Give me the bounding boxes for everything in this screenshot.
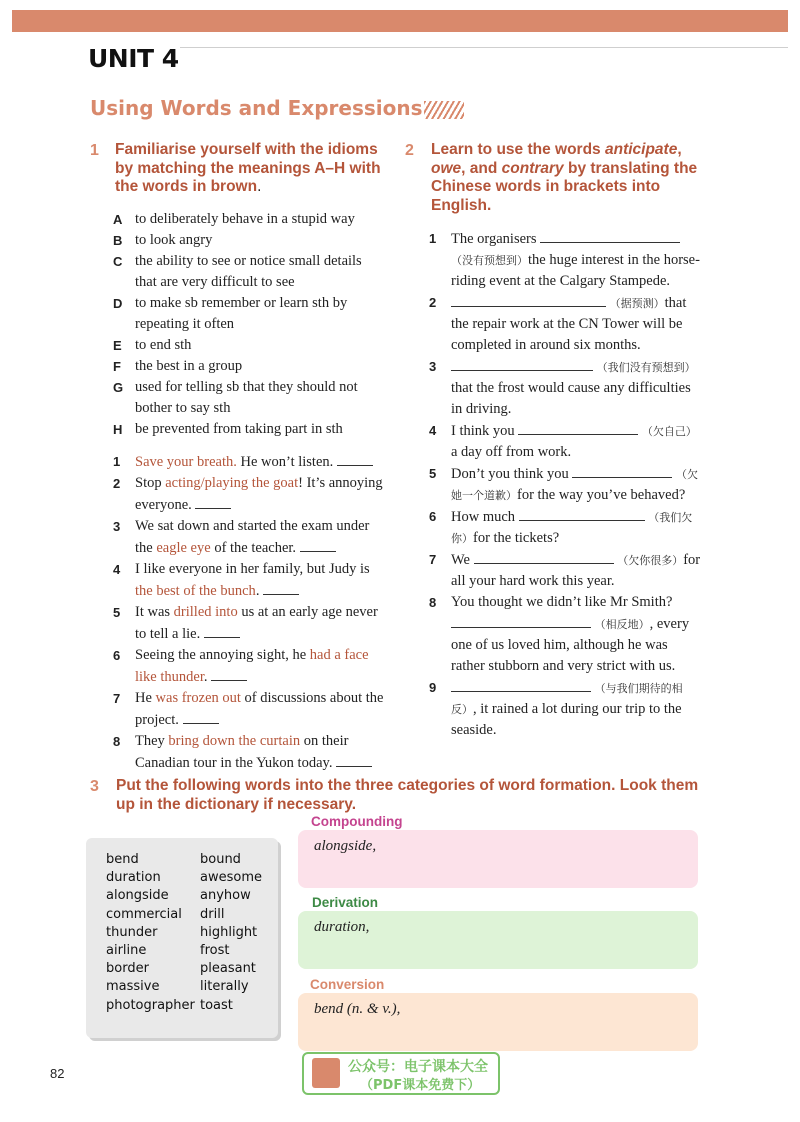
translation-item: 2 （据预测）that the repair work at the CN Tower will be completed in around six months. <box>429 292 701 356</box>
sentence-item: 2 Stop acting/playing the goat! It’s annoying everyone. <box>113 475 383 513</box>
meaning-item: D to make sb remember or learn sth by repeating it often <box>113 295 348 332</box>
word-item: airline <box>106 943 147 959</box>
meaning-item: B to look angry <box>113 232 213 248</box>
category-label-conversion: Conversion <box>310 977 385 992</box>
word-item: anyhow <box>200 888 251 904</box>
q3-heading: Put the following words into the three categories of word formation. Look them up in the dictionary if necessary. <box>116 777 699 813</box>
word-item: highlight <box>200 924 258 940</box>
meaning-item: E to end sth <box>113 337 192 353</box>
answer-blank[interactable] <box>183 709 219 724</box>
translation-blank[interactable] <box>451 677 591 692</box>
meaning-item: F the best in a group <box>113 358 243 374</box>
q1-heading-end: . <box>257 178 262 195</box>
section-title: Using Words and Expressions <box>90 96 423 120</box>
q1-heading <box>115 141 387 197</box>
translation-blank[interactable] <box>519 506 645 521</box>
translation-blank[interactable] <box>518 420 638 435</box>
category-box-conversion[interactable] <box>298 993 698 1051</box>
word-item: border <box>106 961 149 977</box>
translation-item: 3 （我们没有预想到）that the frost would cause any difficulties in driving. <box>429 356 701 420</box>
q2-number: 2 <box>405 142 414 159</box>
translation-list <box>429 228 701 741</box>
word-list-right <box>200 851 262 1015</box>
unit-title: UNIT 4 <box>88 44 179 73</box>
translation-item: 8 You thought we didn’t like Mr Smith? （相反地）, every one of us loved him, although he was rather stubborn and very strict with us. <box>429 594 690 674</box>
translation-blank[interactable] <box>451 613 591 628</box>
word-item: frost <box>200 943 230 959</box>
category-label-compounding: Compounding <box>311 814 403 829</box>
category-box-compounding[interactable] <box>298 830 698 888</box>
translation-item: 4 I think you （欠自己）a day off from work. <box>429 420 701 463</box>
sentence-item: 5 It was drilled into us at an early age never to tell a lie. <box>113 604 378 642</box>
translation-blank[interactable] <box>540 228 680 243</box>
q1-heading-text: Familiarise yourself with the idioms by matching the meanings A–H with the words in brown <box>115 141 381 195</box>
word-item: photographer <box>106 997 195 1013</box>
sentences-list <box>113 451 385 774</box>
book-icon <box>312 1058 340 1088</box>
answer-blank[interactable] <box>300 537 336 552</box>
meaning-item: G used for telling sb that they should not bother to say sth <box>113 379 358 416</box>
q3-number: 3 <box>90 778 99 795</box>
word-item: bound <box>200 852 241 867</box>
translation-item: 1 The organisers （没有预想到）the huge interest in the horse-riding event at the Calgary Stampede. <box>429 228 701 292</box>
word-item: commercial <box>106 906 182 922</box>
translation-blank[interactable] <box>451 356 593 371</box>
meaning-item: H be prevented from taking part in sth <box>113 421 343 437</box>
answer-blank[interactable] <box>337 451 373 466</box>
category-label-derivation: Derivation <box>312 895 379 910</box>
word-item: awesome <box>200 870 262 886</box>
word-item: toast <box>200 997 233 1013</box>
sentence-item: 1 Save your breath. He won’t listen. <box>113 451 385 473</box>
sentence-item: 8 They bring down the curtain on their Canadian tour in the Yukon today. <box>113 731 385 774</box>
watermark-line1: 公众号：电子课本大全 <box>348 1059 488 1075</box>
answer-blank[interactable] <box>195 494 231 509</box>
sentence-item: 6 Seeing the annoying sight, he had a face like thunder. <box>113 647 369 685</box>
word-item: drill <box>200 906 225 922</box>
category-example: alongside, <box>314 838 377 854</box>
word-item: alongside <box>106 888 169 904</box>
category-example: duration, <box>314 919 370 935</box>
header-rule <box>180 47 788 48</box>
watermark <box>302 1052 500 1095</box>
page-number: 82 <box>50 1066 65 1081</box>
sentence-item: 3 We sat down and started the exam under the eagle eye of the teacher. <box>113 518 370 556</box>
top-color-bar <box>12 10 788 32</box>
word-item: duration <box>106 870 161 886</box>
sentence-item: 7 He was frozen out of discussions about the project. <box>113 690 384 728</box>
watermark-line2: （PDF课本免费下） <box>360 1078 481 1093</box>
translation-blank[interactable] <box>451 292 606 307</box>
word-item: massive <box>106 979 160 995</box>
word-list-left <box>106 851 195 1015</box>
word-item: bend <box>106 852 139 867</box>
answer-blank[interactable] <box>263 580 299 595</box>
meaning-item: A to deliberately behave in a stupid way <box>113 211 355 227</box>
category-example: bend (n. & v.), <box>314 1001 401 1017</box>
word-item: thunder <box>106 924 158 940</box>
meaning-item: C the ability to see or notice small details that are very difficult to see <box>113 253 362 290</box>
answer-blank[interactable] <box>211 666 247 681</box>
category-box-derivation[interactable] <box>298 911 698 969</box>
meanings-list <box>113 209 385 440</box>
answer-blank[interactable] <box>204 623 240 638</box>
word-item: literally <box>200 979 249 995</box>
translation-blank[interactable] <box>572 463 672 478</box>
translation-item: 6 How much （我们欠你）for the tickets? <box>429 506 701 549</box>
q2-heading: Learn to use the words anticipate, owe, and contrary by translating the Chinese words in brackets into English. <box>431 141 698 214</box>
word-item: pleasant <box>200 961 256 977</box>
translation-blank[interactable] <box>474 549 614 564</box>
translation-item: 9 （与我们期待的相反）, it rained a lot during our trip to the seaside. <box>429 677 701 741</box>
translation-item: 5 Don’t you think you （欠她一个道歉）for the way you’ve behaved? <box>429 463 701 506</box>
answer-blank[interactable] <box>336 752 372 767</box>
q1-number: 1 <box>90 142 99 159</box>
hatch-decoration <box>424 101 464 119</box>
translation-item: 7 We （欠你很多）for all your hard work this year. <box>429 549 701 592</box>
sentence-item: 4 I like everyone in her family, but Judy is the best of the bunch. <box>113 561 370 599</box>
